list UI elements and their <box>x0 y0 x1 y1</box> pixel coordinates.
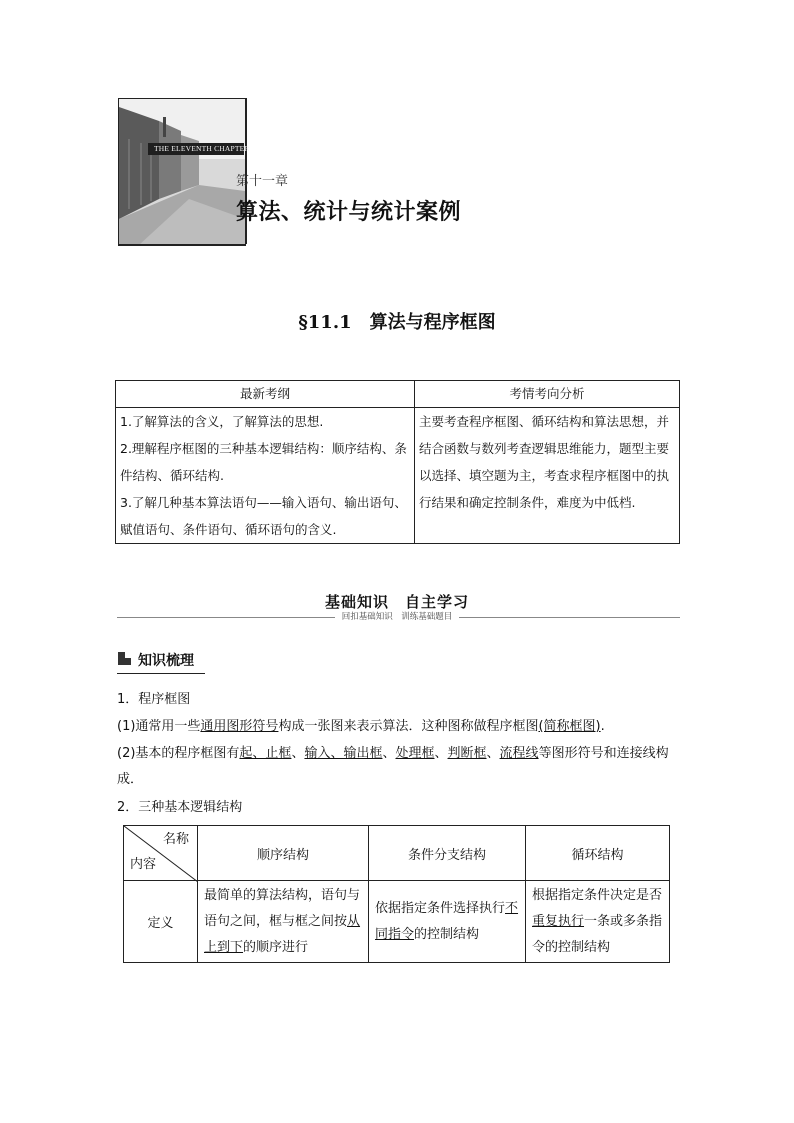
text-run: (2)基本的程序框图有 <box>117 746 240 761</box>
text-run: . <box>600 719 605 734</box>
syllabus-line: 2.理解程序框图的三种基本逻辑结构：顺序结构、条件结构、循环结构. <box>120 441 407 483</box>
chapter-number: 第十一章 <box>236 174 289 189</box>
syllabus-cell <box>116 408 415 544</box>
text-run: 、 <box>382 746 396 761</box>
text-run: 依据指定条件选择执行 <box>375 900 506 916</box>
underlined-term: 流程线 <box>499 746 539 761</box>
text-run: 根据指定条件决定是否 <box>532 887 663 903</box>
row-label-definition: 定义 <box>124 881 198 963</box>
banner-title: 基础知识 自主学习 <box>324 593 469 611</box>
corner-header-cell <box>124 826 198 881</box>
item2-title: 2．三种基本逻辑结构 <box>117 800 243 815</box>
text-run: 、 <box>434 746 448 761</box>
underlined-term: (简称框图) <box>538 719 601 734</box>
def-sequence <box>198 881 369 963</box>
syllabus-line: 3.了解几种基本算法语句——输入语句、输出语句、赋值语句、条件语句、循环语句的含义. <box>120 495 407 537</box>
underlined-term: 重复执行 <box>532 913 585 929</box>
item1-paragraph2 <box>117 741 681 793</box>
heading-square-icon-notch <box>125 652 131 658</box>
banner-subtitle: 回扣基础知识 训练基础题目 <box>335 612 459 622</box>
corner-label-name: 名称 <box>162 832 189 847</box>
exam-header-syllabus: 最新考纲 <box>116 381 415 408</box>
text-run: (1)通常用一些 <box>117 719 201 734</box>
chapter-ribbon: THE ELEVENTH CHAPTER <box>148 143 244 155</box>
exam-header-analysis: 考情考向分析 <box>415 381 680 408</box>
underlined-term: 通用图形符号 <box>200 719 279 734</box>
underlined-term: 不同指令 <box>375 900 519 942</box>
text-run: 、 <box>486 746 500 761</box>
underlined-term: 输入、输出框 <box>304 746 383 761</box>
underlined-term: 起、止框 <box>239 746 292 761</box>
header-loop: 循环结构 <box>526 826 670 881</box>
logic-structure-table <box>123 825 670 963</box>
text-run: 构成一张图来表示算法．这种图称做程序框图 <box>278 719 539 734</box>
def-conditional <box>369 881 526 963</box>
def-loop <box>526 881 670 963</box>
analysis-cell: 主要考查程序框图、循环结构和算法思想，并结合函数与数列考查逻辑思维能力，题型主要以选择、填空题为主，考查求程序框图中的执行结果和确定控制条件，难度为中低档. <box>415 408 680 544</box>
text-run: 一条或多条指令的控制结构 <box>532 913 663 955</box>
underlined-term: 判断框 <box>447 746 487 761</box>
text-run: 的控制结构 <box>414 926 480 942</box>
header-conditional: 条件分支结构 <box>369 826 526 881</box>
knowledge-heading-underline <box>117 673 205 674</box>
chapter-title: 算法、统计与统计案例 <box>236 200 462 225</box>
text-run: 、 <box>291 746 305 761</box>
corner-label-content: 内容 <box>130 857 157 872</box>
underlined-term: 处理框 <box>395 746 435 761</box>
syllabus-line: 1.了解算法的含义，了解算法的思想. <box>120 414 324 429</box>
underlined-term: 从上到下 <box>204 913 361 955</box>
text-run: 最简单的算法结构，语句与语句之间，框与框之间按 <box>204 887 361 929</box>
text-run: 的顺序进行 <box>243 939 309 955</box>
knowledge-heading: 知识梳理 <box>138 653 194 669</box>
section-title: §11.1 算法与程序框图 <box>298 312 496 333</box>
item1-title: 1．程序框图 <box>117 692 191 707</box>
chapter-frame-rule <box>118 244 246 245</box>
item1-paragraph1 <box>117 714 681 740</box>
header-sequence: 顺序结构 <box>198 826 369 881</box>
chapter-cover-image <box>118 98 246 246</box>
exam-outline-table <box>115 380 680 544</box>
text-run: 等图形符号和连接线构成． <box>117 746 669 787</box>
